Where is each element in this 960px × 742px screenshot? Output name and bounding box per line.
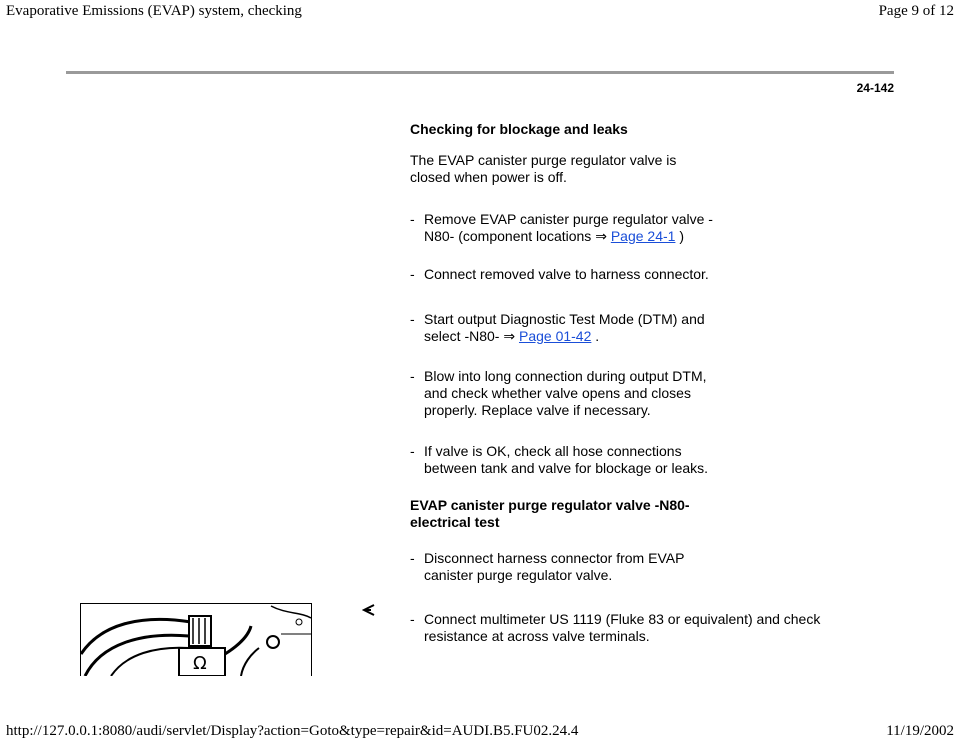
page-number: 24-142 [856,81,894,95]
step-bullet: - [410,266,415,282]
valve-illustration [80,603,312,676]
section-heading-electrical: EVAP canister purge regulator valve -N80- electrical test [410,497,690,530]
arrow-icon: ⇒ [595,229,607,245]
step-text: Disconnect harness connector from EVAP canister purge regulator valve. [424,550,685,583]
step-text: Start output Diagnostic Test Mode (DTM) and select -N80- [424,311,705,344]
step-bullet: - [410,311,415,327]
step-start-dtm [410,311,705,346]
step-blow-test [410,368,707,419]
step-bullet: - [410,368,415,384]
step-text-after: ) [675,228,684,244]
ohmmeter-valve-illustration-icon [81,604,311,676]
link-page-01-42[interactable]: Page 01-42 [518,328,592,344]
step-bullet: - [410,550,415,566]
step-connect-valve [410,266,709,283]
link-page-24-1[interactable]: Page 24-1 [610,228,676,244]
step-disconnect-harness [410,550,684,584]
step-text: Remove EVAP canister purge regulator valve - N80- (component locations [424,211,713,244]
document-title: Evaporative Emissions (EVAP) system, checking [6,3,302,19]
step-connect-multimeter [410,611,820,645]
footer-date: 11/19/2002 [886,723,954,739]
step-text: Connect removed valve to harness connector. [424,266,709,282]
step-check-hoses [410,443,708,477]
step-text-after: . [591,328,600,344]
intro-text: The EVAP canister purge regulator valve is closed when power is off. [410,152,677,185]
step-text: Blow into long connection during output DTM, and check whether valve opens and closes properly. Replace valve if necessary. [424,368,707,418]
step-bullet: - [410,611,415,627]
step-bullet: - [410,443,415,459]
step-remove-valve [410,211,713,246]
step-text: Connect multimeter US 1119 (Fluke 83 or equivalent) and check resistance at across valve terminals. [424,611,821,644]
page-indicator: Page 9 of 12 [878,3,954,19]
footer-url: http://127.0.0.1:8080/audi/servlet/Display?action=Goto&type=repair&id=AUDI.B5.FU02.24.4 [6,723,579,739]
ohm-symbol: Ω [193,653,207,674]
step-bullet: - [410,211,415,227]
section-heading-blockage: Checking for blockage and leaks [410,121,628,137]
header-rule [66,71,894,74]
step-text: If valve is OK, check all hose connections between tank and valve for blockage or leaks. [424,443,709,476]
figure-pointer-icon [362,603,376,622]
arrow-icon: ⇒ [503,329,516,345]
